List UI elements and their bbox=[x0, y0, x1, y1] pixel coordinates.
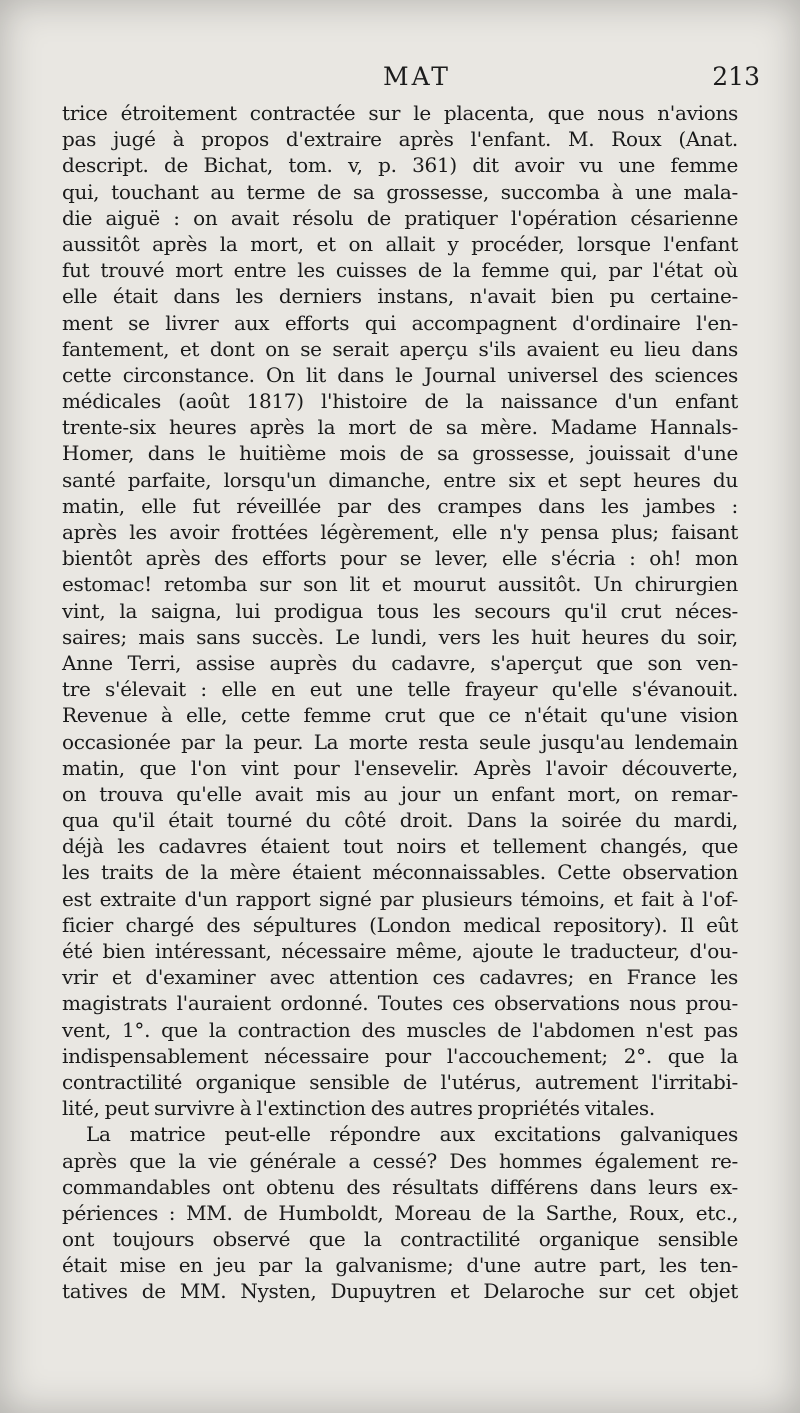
text-line: périences : MM. de Humboldt, Moreau de la Sarthe, Roux, etc., bbox=[62, 1200, 738, 1225]
text-line: était mise en jeu par la galvanisme; d'une autre part, les ten- bbox=[62, 1253, 738, 1278]
text-line: bientôt après des efforts pour se lever, elle s'écria : oh! mon bbox=[62, 546, 738, 571]
text-line: cette circonstance. On lit dans le Journal universel des sciences bbox=[62, 362, 738, 387]
text-line: matin, elle fut réveillée par des crampes dans les jambes : bbox=[62, 493, 738, 518]
text-line: les traits de la mère étaient méconnaissables. Cette observation bbox=[62, 860, 738, 885]
text-line: tatives de MM. Nysten, Dupuytren et Delaroche sur cet objet bbox=[62, 1279, 738, 1304]
text-line: trice étroitement contractée sur le placenta, que nous n'avions bbox=[62, 101, 738, 125]
page-number: 213 bbox=[712, 62, 760, 91]
text-line: qui, touchant au terme de sa grossesse, succomba à une mala- bbox=[62, 179, 738, 204]
text-line: après que la vie générale a cessé? Des hommes également re- bbox=[62, 1148, 738, 1173]
text-line: déjà les cadavres étaient tout noirs et tellement changés, que bbox=[62, 834, 738, 859]
text-line: été bien intéressant, nécessaire même, ajoute le traducteur, d'ou- bbox=[62, 939, 738, 963]
text-line: fut trouvé mort entre les cuisses de la femme qui, par l'état où bbox=[62, 258, 738, 283]
text-line: est extraite d'un rapport signé par plusieurs témoins, et fait à l'of- bbox=[62, 886, 738, 911]
text-line: tre s'élevait : elle en eut une telle frayeur qu'elle s'évanouit. bbox=[62, 677, 738, 702]
text-line: elle était dans les derniers instans, n'avait bien pu certaine- bbox=[62, 284, 738, 309]
text-line: ficier chargé des sépultures (London medical repository). Il eût bbox=[62, 912, 738, 937]
text-line: matin, que l'on vint pour l'ensevelir. Après l'avoir découverte, bbox=[62, 755, 738, 780]
text-line: commandables ont obtenu des résultats différens dans leurs ex- bbox=[62, 1174, 738, 1199]
text-line: santé parfaite, lorsqu'un dimanche, entre six et sept heures du bbox=[62, 467, 738, 492]
text-line: Homer, dans le huitième mois de sa grossesse, jouissait d'une bbox=[62, 441, 738, 466]
text-line: fantement, et dont on se serait aperçu s'ils avaient eu lieu dans bbox=[62, 336, 738, 361]
text-line: estomac! retomba sur son lit et mourut aussitôt. Un chirurgien bbox=[62, 572, 738, 597]
text-line: ment se livrer aux efforts qui accompagnent d'ordinaire l'en- bbox=[62, 310, 738, 335]
running-head: MAT bbox=[383, 62, 451, 91]
text-line: trente-six heures après la mort de sa mère. Madame Hannals- bbox=[62, 415, 738, 440]
text-line: aussitôt après la mort, et on allait y procéder, lorsque l'enfant bbox=[62, 231, 738, 256]
text-line: magistrats l'auraient ordonné. Toutes ces observations nous prou- bbox=[62, 991, 738, 1016]
text-line: lité, peut survivre à l'extinction des autres propriétés vitales. bbox=[62, 1096, 655, 1121]
text-line: saires; mais sans succès. Le lundi, vers les huit heures du soir, bbox=[62, 624, 738, 649]
text-line: contractilité organique sensible de l'utérus, autrement l'irritabi- bbox=[62, 1069, 738, 1094]
body-text bbox=[62, 100, 738, 1305]
text-line: pas jugé à propos d'extraire après l'enfant. M. Roux (Anat. bbox=[62, 127, 738, 152]
text-line: vint, la saigna, lui prodigua tous les secours qu'il crut néces- bbox=[62, 598, 738, 623]
text-line: ont toujours observé que la contractilité organique sensible bbox=[62, 1227, 738, 1252]
text-line: Revenue à elle, cette femme crut que ce n'était qu'une vision bbox=[62, 703, 738, 728]
text-line: Anne Terri, assise auprès du cadavre, s'aperçut que son ven- bbox=[62, 650, 738, 675]
page-header bbox=[64, 62, 770, 102]
text-line: indispensablement nécessaire pour l'accouchement; 2°. que la bbox=[62, 1043, 738, 1068]
text-line: vent, 1°. que la contraction des muscles de l'abdomen n'est pas bbox=[62, 1017, 738, 1042]
text-line: médicales (août 1817) l'histoire de la naissance d'un enfant bbox=[62, 389, 738, 414]
text-line: descript. de Bichat, tom. v, p. 361) dit avoir vu une femme bbox=[62, 153, 738, 178]
text-line: occasionée par la peur. La morte resta seule jusqu'au lendemain bbox=[62, 729, 738, 754]
text-line: die aiguë : on avait résolu de pratiquer l'opération césarienne bbox=[62, 205, 738, 230]
text-line: on trouva qu'elle avait mis au jour un enfant mort, on remar- bbox=[62, 781, 738, 806]
text-line: après les avoir frottées légèrement, elle n'y pensa plus; faisant bbox=[62, 520, 738, 544]
text-line: vrir et d'examiner avec attention ces cadavres; en France les bbox=[62, 965, 738, 990]
text-line: qua qu'il était tourné du côté droit. Dans la soirée du mardi, bbox=[62, 808, 738, 833]
text-line: La matrice peut-elle répondre aux excitations galvaniques bbox=[86, 1122, 738, 1147]
